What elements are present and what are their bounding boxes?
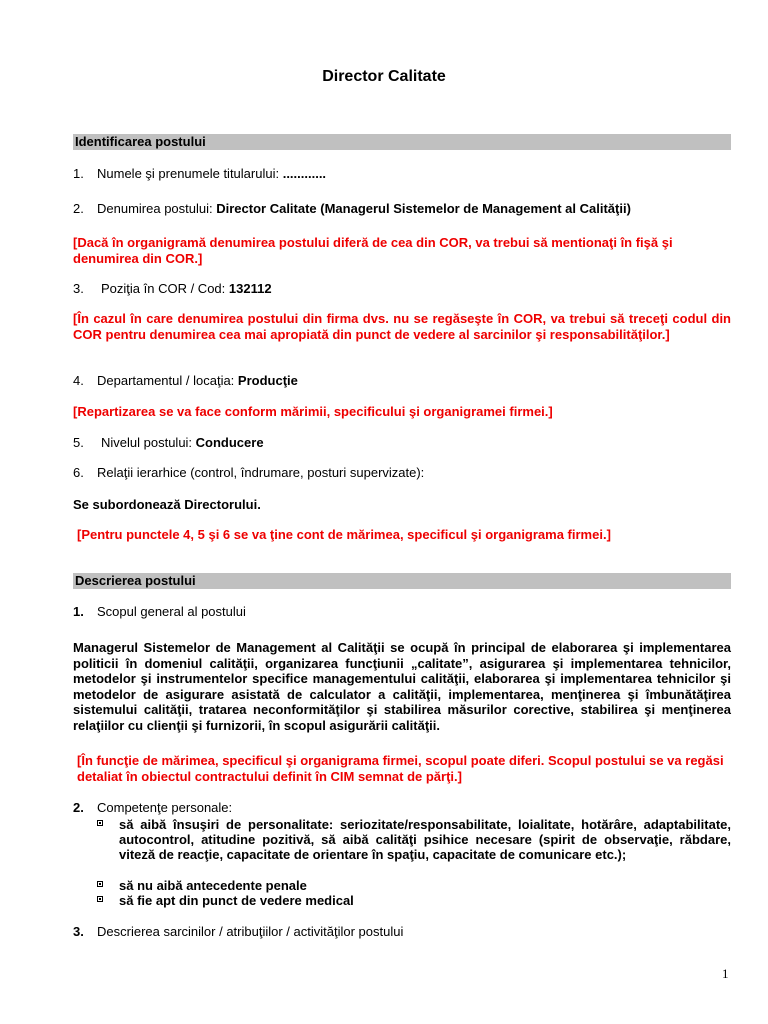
item-label: Departamentul / locaţia: (97, 373, 238, 388)
document-title: Director Calitate (322, 68, 446, 85)
subordination-text: Se subordonează Directorului. (73, 497, 261, 512)
bullet-item (97, 817, 731, 862)
item-4-departament (73, 373, 731, 389)
item-number: 2. (73, 800, 84, 815)
item-value: ............ (282, 166, 327, 181)
item-number: 2. (73, 201, 84, 216)
item-value: 132112 (228, 281, 272, 296)
section-heading-descriere: Descrierea postului (73, 573, 731, 589)
item-label: Nivelul postului: (101, 435, 196, 450)
item-3-sarcini (73, 924, 731, 940)
item-value: Producţie (237, 373, 298, 388)
item-label: Competenţe personale: (97, 800, 233, 815)
section-heading-identificare: Identificarea postului (73, 134, 731, 150)
item-number: 5. (73, 435, 84, 450)
note-puncte: [Pentru punctele 4, 5 şi 6 se va ţine cont de mărimea, specificul şi organigrama firmei.] (77, 527, 611, 542)
note-cor: [În cazul în care denumirea postului din firma dvs. nu se regăseşte în COR, va trebui să treceţi codul din COR pentru denumirea cea mai apropiată din punct de vedere al sarcinilor şi responsabilităţilor.] (73, 311, 731, 342)
scope-paragraph: Managerul Sistemelor de Management al Calităţii se ocupă în principal de elaborarea şi implementarea politicii în domeniul calităţii, organizarea funcţiunii „calitate”, asigurarea şi implementarea tehnicilor, metodelor şi instrumentelor specifice managementului calităţii, elaborarea şi implementarea tehnicilor şi metodelor de asigurare asistată de calculator a calităţii, implementarea, menţinerea şi îmbunătăţirea sistemului calităţii, tratarea neconformităţilor şi stabilirea măsurilor corective, stabilirea şi menţinerea relaţiilor cu clienţii şi furnizorii, în scopul asigurării calităţii. (73, 640, 731, 733)
bullet-text: să aibă însuşiri de personalitate: seriozitate/responsabilitate, loialitate, hotărâre, adaptabilitate, autocontrol, atitudine pozitivă, să aibă calităţi psihice necesare (spirit de observaţie, răbdare, viteză de reacţie, capacitate de orientare în spaţiu, capacitate de comunicare etc.); (119, 817, 731, 862)
bullet-text: să nu aibă antecedente penale (119, 878, 307, 893)
item-3-cor (73, 281, 731, 297)
bullet-square-icon (97, 881, 103, 887)
bullet-item (97, 878, 731, 893)
item-1-titular (73, 166, 731, 182)
item-label: Relaţii ierarhice (control, îndrumare, posturi supervizate): (97, 465, 425, 480)
note-scop: [În funcţie de mărimea, specificul şi organigrama firmei, scopul poate diferi. Scopul postului se va regăsi detaliat în obiectul contractului definit în CIM semnat de părţi.] (77, 753, 724, 784)
item-5-nivel (73, 435, 731, 451)
item-label: Poziţia în COR / Cod: (101, 281, 229, 296)
bullet-square-icon (97, 896, 103, 902)
item-label: Scopul general al postului (97, 604, 246, 619)
bullet-text: să fie apt din punct de vedere medical (119, 893, 354, 908)
note-organigrama: [Dacă în organigramă denumirea postului diferă de cea din COR, va trebui să mentionaţi în fişă şi denumirea din COR.] (73, 235, 673, 266)
item-number: 3. (73, 281, 84, 296)
bullet-item (97, 893, 731, 908)
item-number: 4. (73, 373, 84, 388)
item-label: Descrierea sarcinilor / atribuţiilor / activităţilor postului (97, 924, 404, 939)
item-6-relatii (73, 465, 731, 481)
item-value: Conducere (195, 435, 264, 450)
item-number: 1. (73, 604, 84, 619)
item-value: Director Calitate (Managerul Sistemelor de Management al Calităţii) (216, 201, 631, 216)
item-1-scop (73, 604, 731, 620)
item-number: 6. (73, 465, 84, 480)
item-label: Numele şi prenumele titularului: (97, 166, 283, 181)
item-label: Denumirea postului: (97, 201, 217, 216)
item-number: 1. (73, 166, 84, 181)
item-2-denumire (73, 201, 731, 217)
note-repartizare: [Repartizarea se va face conform mărimii, specificului şi organigramei firmei.] (73, 404, 553, 419)
page-number: 1 (722, 966, 729, 981)
item-number: 3. (73, 924, 84, 939)
bullet-square-icon (97, 820, 103, 826)
item-2-competente (73, 800, 731, 816)
